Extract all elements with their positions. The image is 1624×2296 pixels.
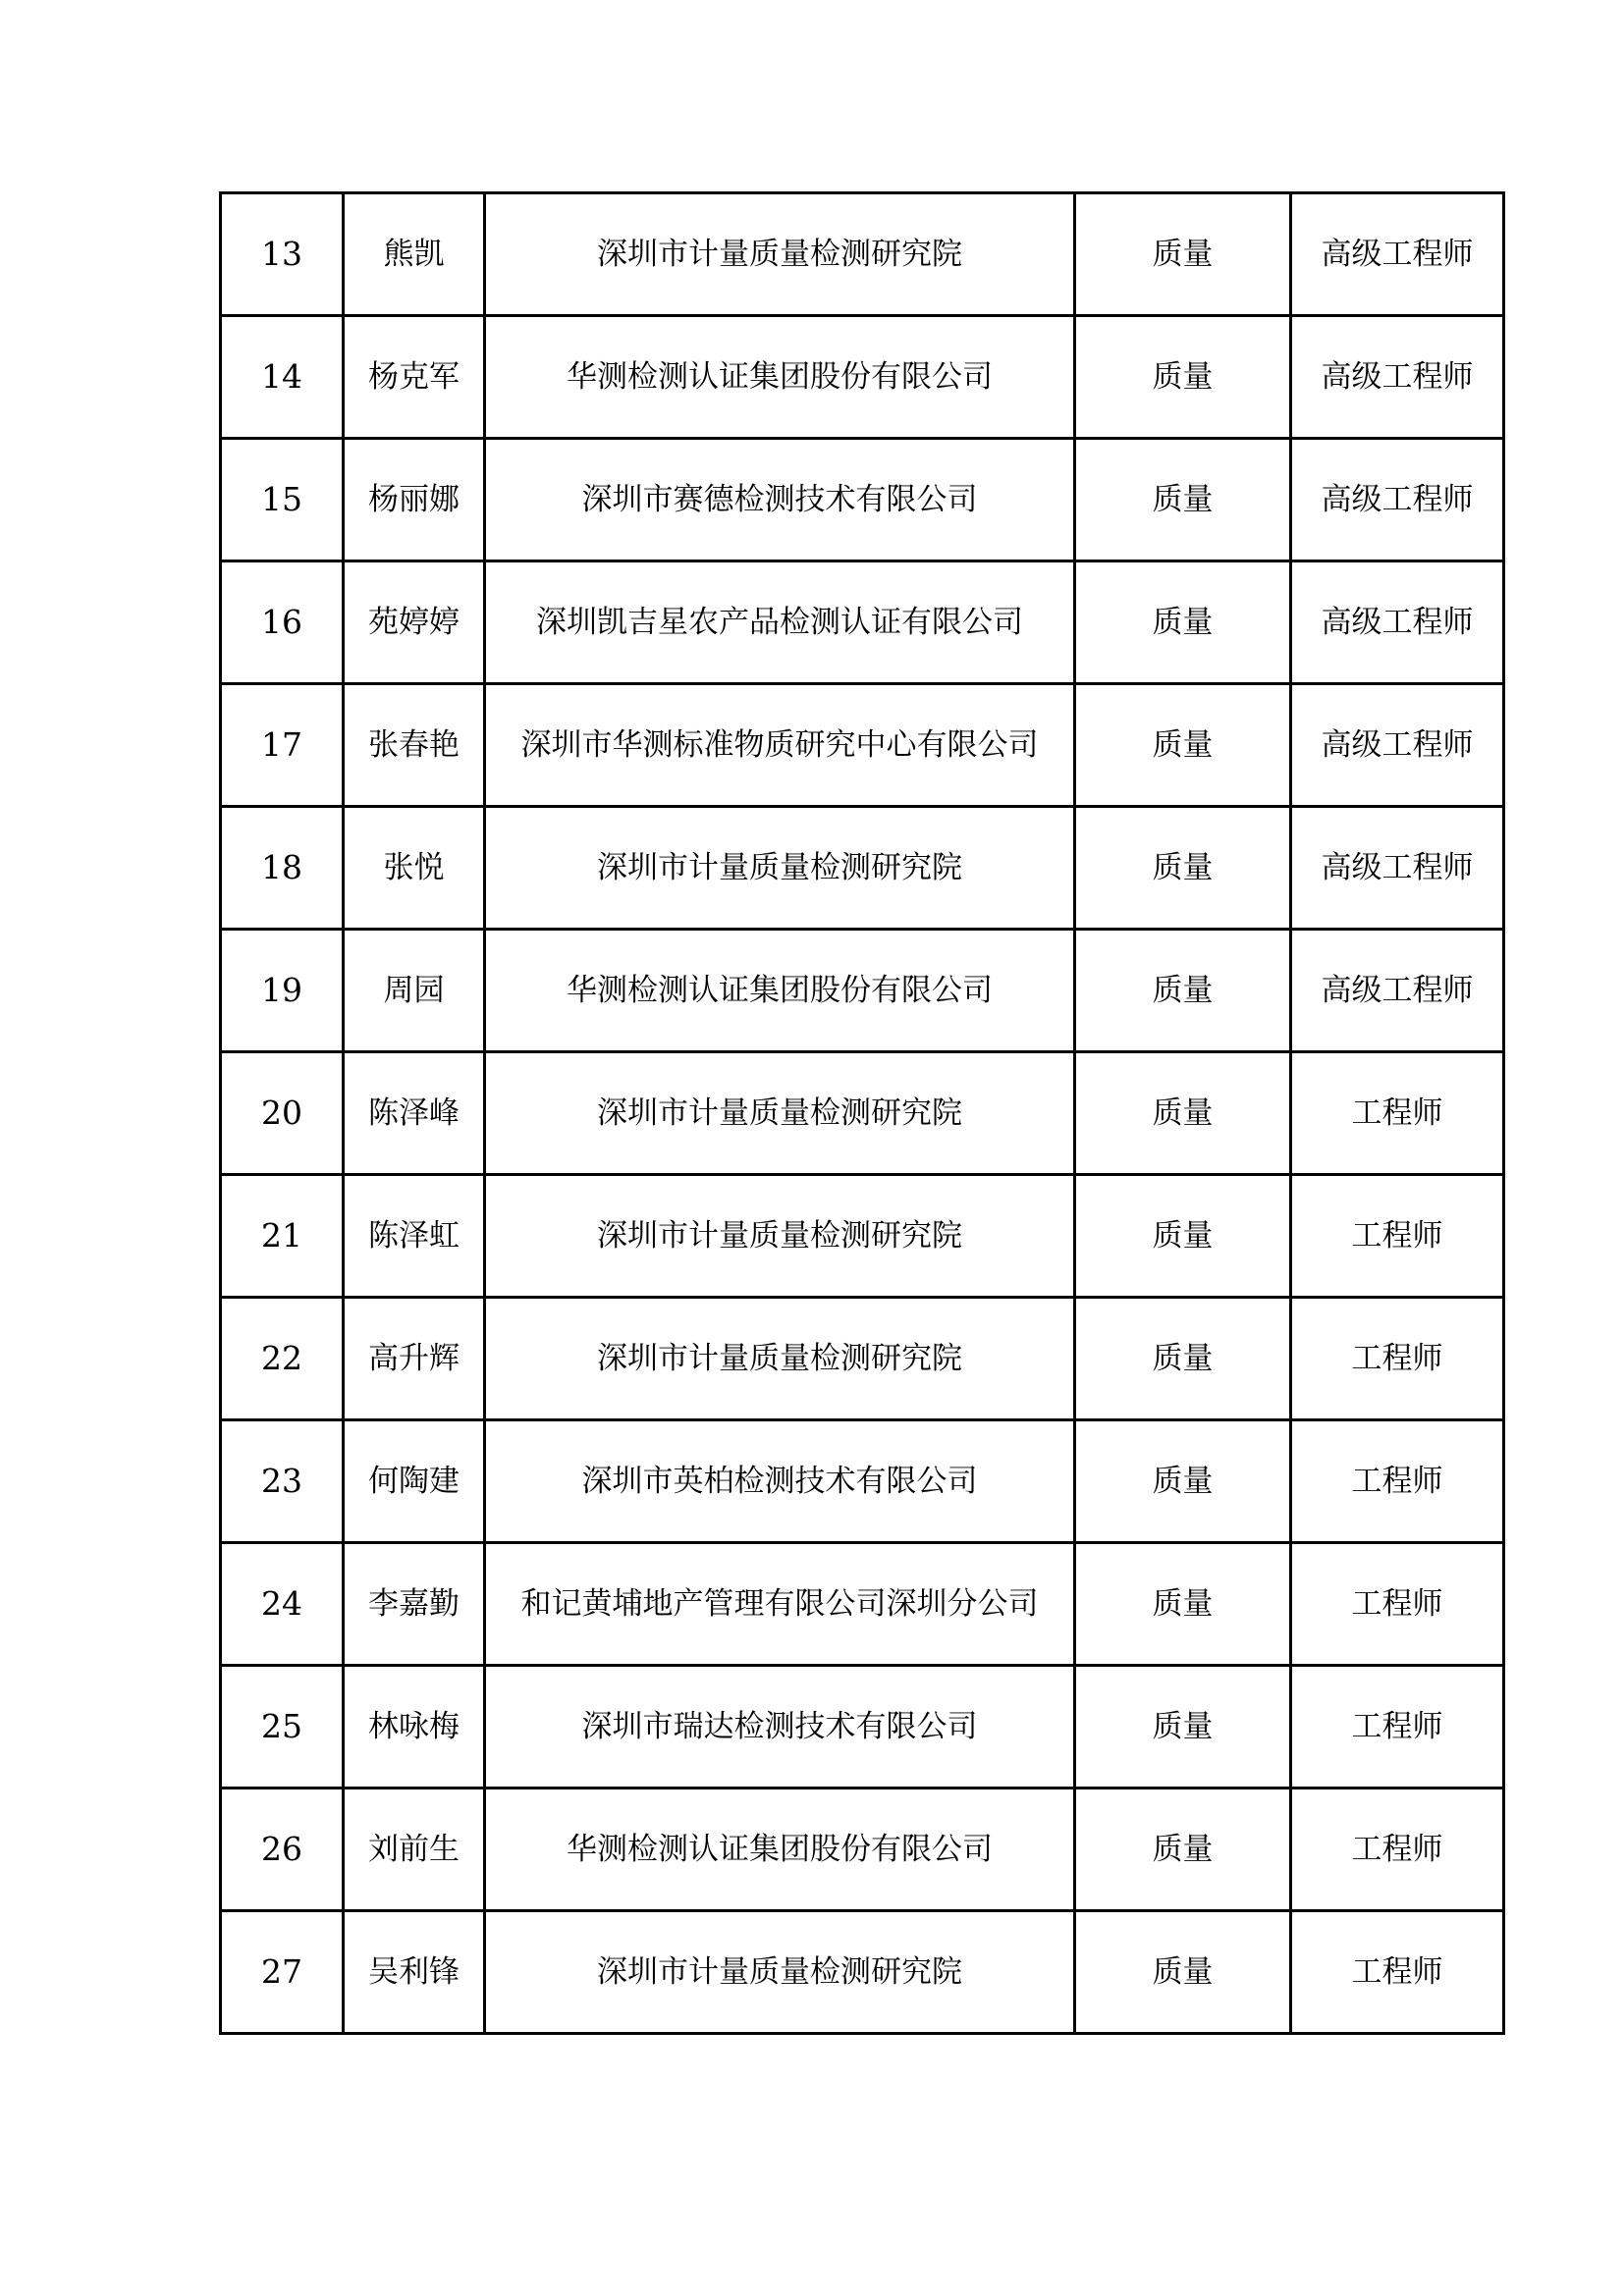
cell-title: 高级工程师: [1291, 316, 1504, 439]
table-row: [221, 1911, 1504, 2034]
table-row: [221, 193, 1504, 316]
table-row: [221, 1666, 1504, 1789]
table-row: [221, 1175, 1504, 1298]
cell-no: 17: [221, 684, 344, 807]
cell-no: 18: [221, 807, 344, 930]
cell-title: 工程师: [1291, 1543, 1504, 1666]
cell-name: 熊凯: [344, 193, 485, 316]
cell-no: 26: [221, 1789, 344, 1911]
cell-company: 深圳市计量质量检测研究院: [485, 1175, 1075, 1298]
cell-category: 质量: [1075, 1298, 1291, 1420]
table-row: [221, 561, 1504, 684]
cell-company: 深圳市计量质量检测研究院: [485, 807, 1075, 930]
cell-name: 张春艳: [344, 684, 485, 807]
cell-name: 李嘉勤: [344, 1543, 485, 1666]
cell-title: 高级工程师: [1291, 561, 1504, 684]
table-row: [221, 1298, 1504, 1420]
cell-company: 深圳市英柏检测技术有限公司: [485, 1420, 1075, 1543]
table-row: [221, 684, 1504, 807]
cell-name: 张悦: [344, 807, 485, 930]
cell-company: 深圳市赛德检测技术有限公司: [485, 439, 1075, 561]
cell-name: 吴利锋: [344, 1911, 485, 2034]
cell-category: 质量: [1075, 1666, 1291, 1789]
cell-category: 质量: [1075, 1052, 1291, 1175]
cell-name: 杨丽娜: [344, 439, 485, 561]
cell-title: 工程师: [1291, 1911, 1504, 2034]
cell-company: 深圳市计量质量检测研究院: [485, 1052, 1075, 1175]
table-row: [221, 930, 1504, 1052]
cell-company: 深圳市华测标准物质研究中心有限公司: [485, 684, 1075, 807]
cell-category: 质量: [1075, 1911, 1291, 2034]
table-row: [221, 1543, 1504, 1666]
cell-no: 22: [221, 1298, 344, 1420]
table-row: [221, 1420, 1504, 1543]
cell-company: 深圳市计量质量检测研究院: [485, 1298, 1075, 1420]
cell-company: 华测检测认证集团股份有限公司: [485, 316, 1075, 439]
table-row: [221, 1789, 1504, 1911]
cell-company: 华测检测认证集团股份有限公司: [485, 930, 1075, 1052]
cell-company: 华测检测认证集团股份有限公司: [485, 1789, 1075, 1911]
cell-category: 质量: [1075, 316, 1291, 439]
cell-category: 质量: [1075, 439, 1291, 561]
cell-no: 14: [221, 316, 344, 439]
cell-company: 深圳凯吉星农产品检测认证有限公司: [485, 561, 1075, 684]
cell-category: 质量: [1075, 1420, 1291, 1543]
cell-title: 高级工程师: [1291, 439, 1504, 561]
table-row: [221, 439, 1504, 561]
cell-name: 周园: [344, 930, 485, 1052]
cell-title: 工程师: [1291, 1298, 1504, 1420]
cell-name: 刘前生: [344, 1789, 485, 1911]
cell-title: 高级工程师: [1291, 930, 1504, 1052]
cell-title: 工程师: [1291, 1666, 1504, 1789]
cell-no: 23: [221, 1420, 344, 1543]
cell-category: 质量: [1075, 684, 1291, 807]
cell-name: 何陶建: [344, 1420, 485, 1543]
cell-no: 19: [221, 930, 344, 1052]
cell-name: 陈泽虹: [344, 1175, 485, 1298]
cell-title: 工程师: [1291, 1175, 1504, 1298]
cell-company: 深圳市计量质量检测研究院: [485, 1911, 1075, 2034]
cell-name: 陈泽峰: [344, 1052, 485, 1175]
cell-name: 高升辉: [344, 1298, 485, 1420]
cell-no: 21: [221, 1175, 344, 1298]
cell-title: 工程师: [1291, 1420, 1504, 1543]
personnel-table: [219, 191, 1505, 2035]
cell-name: 杨克军: [344, 316, 485, 439]
cell-category: 质量: [1075, 193, 1291, 316]
cell-company: 深圳市瑞达检测技术有限公司: [485, 1666, 1075, 1789]
cell-title: 工程师: [1291, 1052, 1504, 1175]
cell-name: 苑婷婷: [344, 561, 485, 684]
cell-no: 13: [221, 193, 344, 316]
cell-category: 质量: [1075, 561, 1291, 684]
cell-name: 林咏梅: [344, 1666, 485, 1789]
cell-no: 15: [221, 439, 344, 561]
cell-category: 质量: [1075, 1789, 1291, 1911]
cell-no: 24: [221, 1543, 344, 1666]
cell-company: 深圳市计量质量检测研究院: [485, 193, 1075, 316]
cell-title: 高级工程师: [1291, 807, 1504, 930]
cell-no: 25: [221, 1666, 344, 1789]
cell-title: 高级工程师: [1291, 193, 1504, 316]
personnel-table-body: [221, 193, 1504, 2034]
cell-title: 工程师: [1291, 1789, 1504, 1911]
cell-no: 27: [221, 1911, 344, 2034]
cell-no: 20: [221, 1052, 344, 1175]
cell-company: 和记黄埔地产管理有限公司深圳分公司: [485, 1543, 1075, 1666]
table-row: [221, 316, 1504, 439]
table-row: [221, 807, 1504, 930]
table-row: [221, 1052, 1504, 1175]
cell-title: 高级工程师: [1291, 684, 1504, 807]
cell-no: 16: [221, 561, 344, 684]
cell-category: 质量: [1075, 1543, 1291, 1666]
cell-category: 质量: [1075, 1175, 1291, 1298]
cell-category: 质量: [1075, 807, 1291, 930]
cell-category: 质量: [1075, 930, 1291, 1052]
